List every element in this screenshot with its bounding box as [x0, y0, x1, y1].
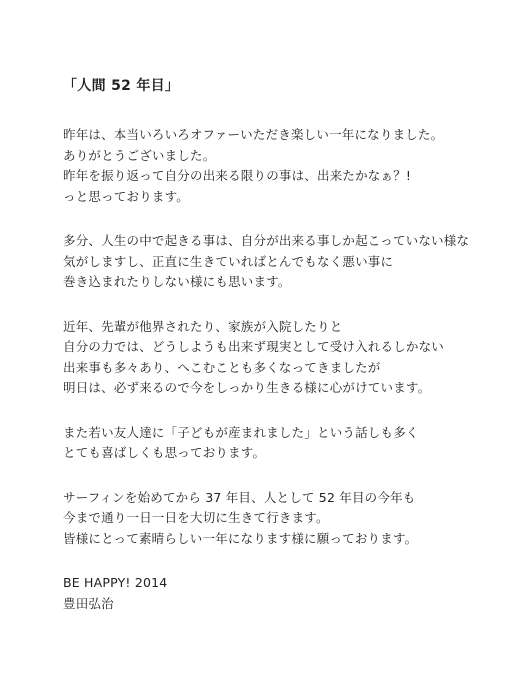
sign-off-line: BE HAPPY! 2014 — [63, 575, 168, 590]
letter-body — [63, 125, 503, 638]
text-line: 今まで通り一日一日を大切に生きて行きます。 — [63, 510, 329, 525]
signature-block — [63, 573, 503, 614]
text-line: 近年、先輩が他界されたり、家族が入院したりと — [63, 318, 343, 334]
paragraph-3 — [63, 317, 503, 399]
text-line: 気がしますし、正直に生きていればとんでもなく悪い事に — [63, 253, 394, 269]
text-line: 皆様にとって素晴らしい一年になります様に願っております。 — [63, 530, 418, 546]
page-title: 「人間 52 年目」 — [63, 78, 180, 94]
author-name: 豊田弘治 — [63, 595, 114, 611]
text-line: 巻き込まれたりしない様にも思います。 — [63, 274, 291, 289]
paragraph-5 — [63, 488, 503, 550]
text-line: また若い友人達に「子どもが産まれました」という話しも多く — [63, 424, 419, 440]
paragraph-4 — [63, 423, 503, 464]
text-line: っと思っております。 — [63, 188, 190, 204]
text-line: 明日は、必ず来るので今をしっかり生きる様に心がけています。 — [63, 380, 431, 395]
text-line: 自分の力では、どうしようも出来ず現実として受け入れるしかない — [63, 339, 445, 354]
text-line: 昨年を振り返って自分の出来る限りの事は、出来たかなぁ？! — [63, 168, 412, 183]
paragraph-1 — [63, 125, 503, 207]
text-line: 昨年は、本当いろいろオファーいただき楽しい一年になりました。 — [63, 127, 444, 142]
text-line: 出来事も多々あり、へこむことも多くなってきましたが — [63, 359, 381, 375]
text-line: サーフィンを始めてから 37 年目、人として 52 年目の今年も — [63, 489, 416, 505]
paragraph-2 — [63, 231, 503, 293]
text-line: 多分、人生の中で起きる事は、自分が出来る事しか起こっていない様な — [63, 233, 470, 248]
text-line: とても喜ばしくも思っております。 — [63, 445, 266, 460]
text-line: ありがとうございました。 — [63, 147, 216, 163]
